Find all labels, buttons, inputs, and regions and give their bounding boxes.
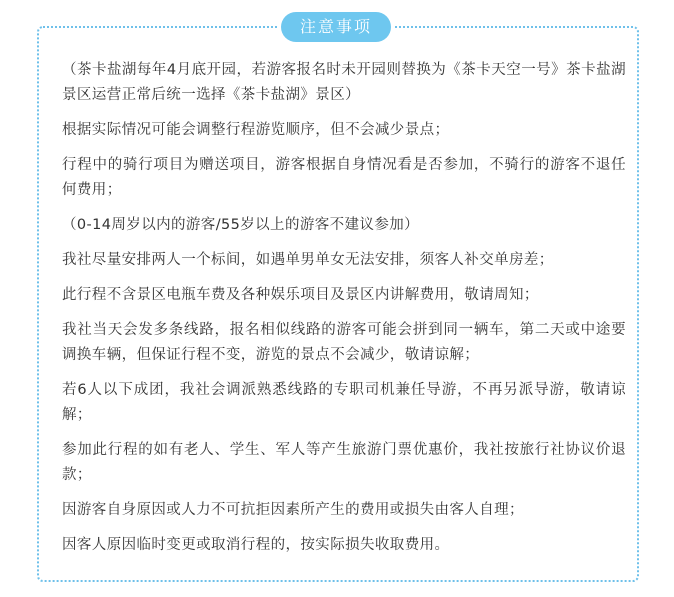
notice-title: 注意事项 <box>281 12 391 42</box>
note-item: 因游客自身原因或人力不可抗拒因素所产生的费用或损失由客人自理； <box>62 502 524 518</box>
note-item: 若6人以下成团，我社会调派熟悉线路的专职司机兼任导游，不再另派导游，敬请谅解； <box>62 382 626 423</box>
note-item: 根据实际情况可能会调整行程游览顺序，但不会减少景点； <box>62 122 450 138</box>
note-item: 我社当天会发多条线路，报名相似线路的游客可能会拼到同一辆车，第二天或中途要调换车辆，但保证行程不变，游览的景点不会减少，敬请谅解； <box>62 322 626 363</box>
note-item: 此行程不含景区电瓶车费及各种娱乐项目及景区内讲解费用，敬请周知； <box>62 287 539 303</box>
note-item: 行程中的骑行项目为赠送项目，游客根据自身情况看是否参加，不骑行的游客不退任何费用； <box>62 157 626 198</box>
note-item: 参加此行程的如有老人、学生、军人等产生旅游门票优惠价，我社按旅行社协议价退款； <box>62 442 626 483</box>
note-item: 因客人原因临时变更或取消行程的，按实际损失收取费用。 <box>62 537 450 553</box>
note-item: （0-14周岁以内的游客/55岁以上的游客不建议参加） <box>62 217 420 233</box>
note-item: 我社尽量安排两人一个标间，如遇单男单女无法安排，须客人补交单房差； <box>62 252 554 268</box>
note-item: （茶卡盐湖每年4月底开园，若游客报名时未开园则替换为《茶卡天空一号》茶卡盐湖景区运营正常后统一选择《茶卡盐湖》景区） <box>62 62 626 103</box>
notice-content <box>62 58 626 568</box>
